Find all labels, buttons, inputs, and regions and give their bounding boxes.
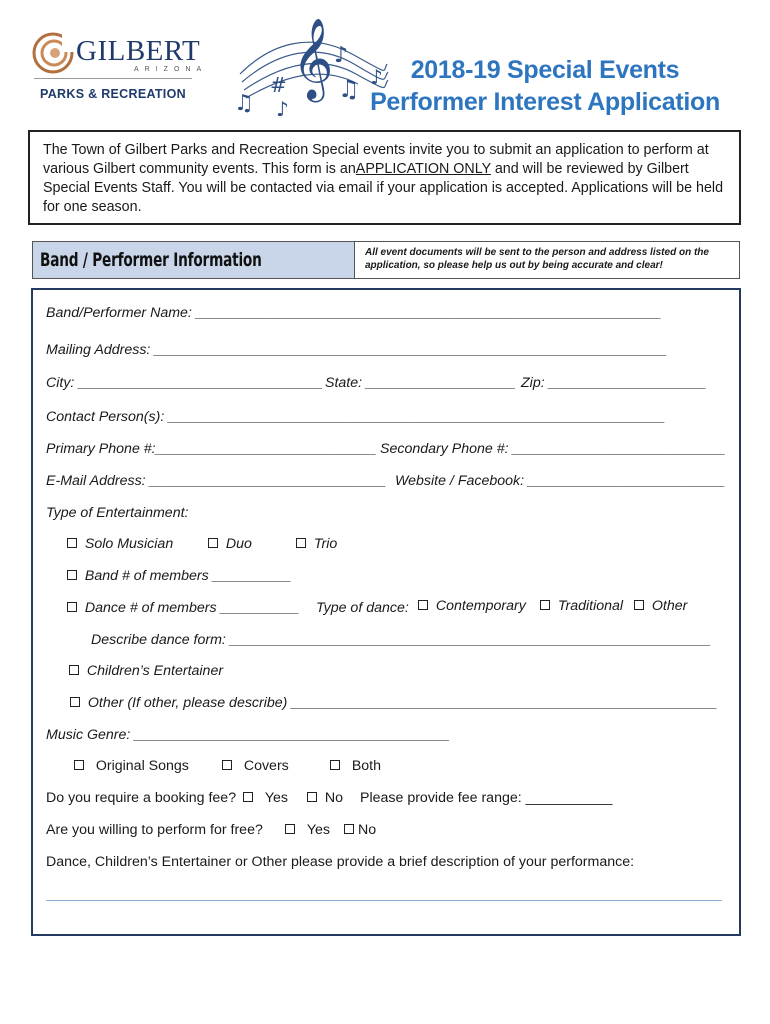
intro-text-2: and will be reviewed by Gilbert Special Events Staff. You will be contacted via email if your application is accepted. Applications will be held for one season. bbox=[43, 161, 724, 215]
contemporary-label: Contemporary bbox=[435, 598, 526, 614]
intro-text-1: The Town of Gilbert Parks and Recreation Special events invite you to submit an application to perform at various Gilbert community events. This form is an bbox=[43, 142, 709, 177]
option-contemporary[interactable] bbox=[418, 598, 526, 614]
svg-text:♫: ♫ bbox=[338, 75, 360, 103]
free-no-checkbox[interactable] bbox=[344, 824, 354, 834]
mailing-address-field[interactable]: Mailing Address: _________________________________________________________________ bbox=[46, 342, 668, 358]
free-yes-label: Yes bbox=[306, 822, 330, 838]
logo-divider bbox=[34, 78, 192, 79]
both-label: Both bbox=[351, 758, 382, 774]
option-original-songs[interactable] bbox=[74, 758, 189, 774]
traditional-label: Traditional bbox=[557, 598, 624, 614]
intro-box bbox=[28, 130, 741, 225]
original-songs-checkbox[interactable] bbox=[74, 760, 84, 770]
performance-description-prompt: Dance, Children’s Entertainer or Other please provide a brief description of your performance: bbox=[46, 854, 635, 870]
option-band[interactable] bbox=[67, 568, 292, 584]
original-songs-label: Original Songs bbox=[95, 758, 189, 774]
option-other-dance[interactable] bbox=[634, 598, 687, 614]
logo-name: GILBERT bbox=[76, 35, 201, 67]
option-other[interactable] bbox=[70, 695, 717, 711]
svg-text:#: # bbox=[270, 73, 287, 97]
contact-person-field[interactable]: Contact Person(s): _______________________________________________________________ bbox=[46, 409, 666, 425]
option-both[interactable] bbox=[330, 758, 381, 774]
svg-text:♫: ♫ bbox=[234, 91, 254, 116]
trio-checkbox[interactable] bbox=[296, 538, 306, 548]
childrens-label: Children’s Entertainer bbox=[86, 663, 224, 679]
section-note-box bbox=[355, 241, 740, 279]
zip-field[interactable]: Zip: ____________________ bbox=[521, 375, 707, 391]
covers-checkbox[interactable] bbox=[222, 760, 232, 770]
title-line-1: 2018-19 Special Events bbox=[410, 56, 680, 84]
dance-type-label: Type of dance: bbox=[316, 600, 409, 616]
fee-range-field[interactable]: Please provide fee range: ___________ bbox=[360, 790, 613, 806]
fee-yes-checkbox[interactable] bbox=[243, 792, 253, 802]
music-notes-icon bbox=[232, 12, 392, 117]
covers-label: Covers bbox=[243, 758, 289, 774]
type-of-entertainment-label: Type of Entertainment: bbox=[46, 505, 189, 521]
logo-department: PARKS & RECREATION bbox=[40, 87, 186, 101]
solo-checkbox[interactable] bbox=[67, 538, 77, 548]
logo-state: ARIZONA bbox=[134, 66, 208, 73]
fee-yes-option[interactable] bbox=[243, 790, 288, 806]
option-covers[interactable] bbox=[222, 758, 289, 774]
fee-yes-label: Yes bbox=[264, 790, 288, 806]
section-note: All event documents will be sent to the person and address listed on the application, so please help us out by being accurate and clear! bbox=[365, 247, 709, 271]
contemporary-checkbox[interactable] bbox=[418, 600, 428, 610]
city-field[interactable]: City: _______________________________ bbox=[46, 375, 323, 391]
free-no-label: No bbox=[357, 822, 377, 838]
primary-phone-field[interactable]: Primary Phone #:____________________________ bbox=[46, 441, 377, 457]
performance-description-line[interactable] bbox=[46, 900, 722, 901]
perform-free-question: Are you willing to perform for free? bbox=[46, 822, 263, 838]
email-field[interactable]: E-Mail Address: ______________________________ bbox=[46, 473, 387, 489]
both-checkbox[interactable] bbox=[330, 760, 340, 770]
solo-label: Solo Musician bbox=[84, 536, 174, 552]
booking-fee-question: Do you require a booking fee? bbox=[46, 790, 237, 806]
free-yes-checkbox[interactable] bbox=[285, 824, 295, 834]
describe-dance-field[interactable]: Describe dance form: _____________________________________________________________ bbox=[91, 632, 712, 648]
gilbert-logo bbox=[30, 30, 208, 105]
duo-label: Duo bbox=[225, 536, 252, 552]
dance-checkbox[interactable] bbox=[67, 602, 77, 612]
svg-text:♪: ♪ bbox=[370, 65, 383, 89]
trio-label: Trio bbox=[313, 536, 338, 552]
svg-text:♪: ♪ bbox=[276, 97, 289, 117]
band-name-field[interactable]: Band/Performer Name: ___________________________________________________________ bbox=[46, 305, 662, 321]
option-trio[interactable] bbox=[296, 536, 337, 552]
intro-emphasis: APPLICATION ONLY bbox=[355, 161, 491, 177]
fee-no-checkbox[interactable] bbox=[307, 792, 317, 802]
other-checkbox[interactable] bbox=[70, 697, 80, 707]
fee-no-option[interactable] bbox=[307, 790, 343, 806]
option-solo[interactable] bbox=[67, 536, 173, 552]
state-field[interactable]: State: ___________________ bbox=[325, 375, 516, 391]
secondary-phone-field[interactable]: Secondary Phone #: ___________________________ bbox=[380, 441, 726, 457]
title-line-2: Performer Interest Application bbox=[370, 88, 720, 116]
svg-text:♪: ♪ bbox=[334, 43, 349, 68]
other-label: Other (If other, please describe) ______________________________________________________ bbox=[87, 695, 718, 711]
band-checkbox[interactable] bbox=[67, 570, 77, 580]
band-label: Band # of members __________ bbox=[84, 568, 292, 584]
childrens-checkbox[interactable] bbox=[69, 665, 79, 675]
free-yes-option[interactable] bbox=[285, 822, 330, 838]
other-dance-label: Other bbox=[651, 598, 688, 614]
traditional-checkbox[interactable] bbox=[540, 600, 550, 610]
gilbert-swirl-icon bbox=[32, 30, 74, 76]
section-title: Band / Performer Information bbox=[40, 249, 262, 271]
option-traditional[interactable] bbox=[540, 598, 623, 614]
section-header-tab bbox=[32, 241, 355, 279]
duo-checkbox[interactable] bbox=[208, 538, 218, 548]
dance-label: Dance # of members __________ bbox=[84, 600, 300, 616]
option-duo[interactable] bbox=[208, 536, 252, 552]
website-field[interactable]: Website / Facebook: _________________________ bbox=[395, 473, 726, 489]
svg-text:𝄞: 𝄞 bbox=[292, 17, 334, 99]
other-dance-checkbox[interactable] bbox=[634, 600, 644, 610]
music-genre-field[interactable]: Music Genre: ________________________________________ bbox=[46, 727, 450, 743]
option-childrens[interactable] bbox=[69, 663, 223, 679]
free-no-option[interactable] bbox=[344, 822, 376, 838]
option-dance[interactable] bbox=[67, 600, 299, 616]
fee-no-label: No bbox=[324, 790, 344, 806]
